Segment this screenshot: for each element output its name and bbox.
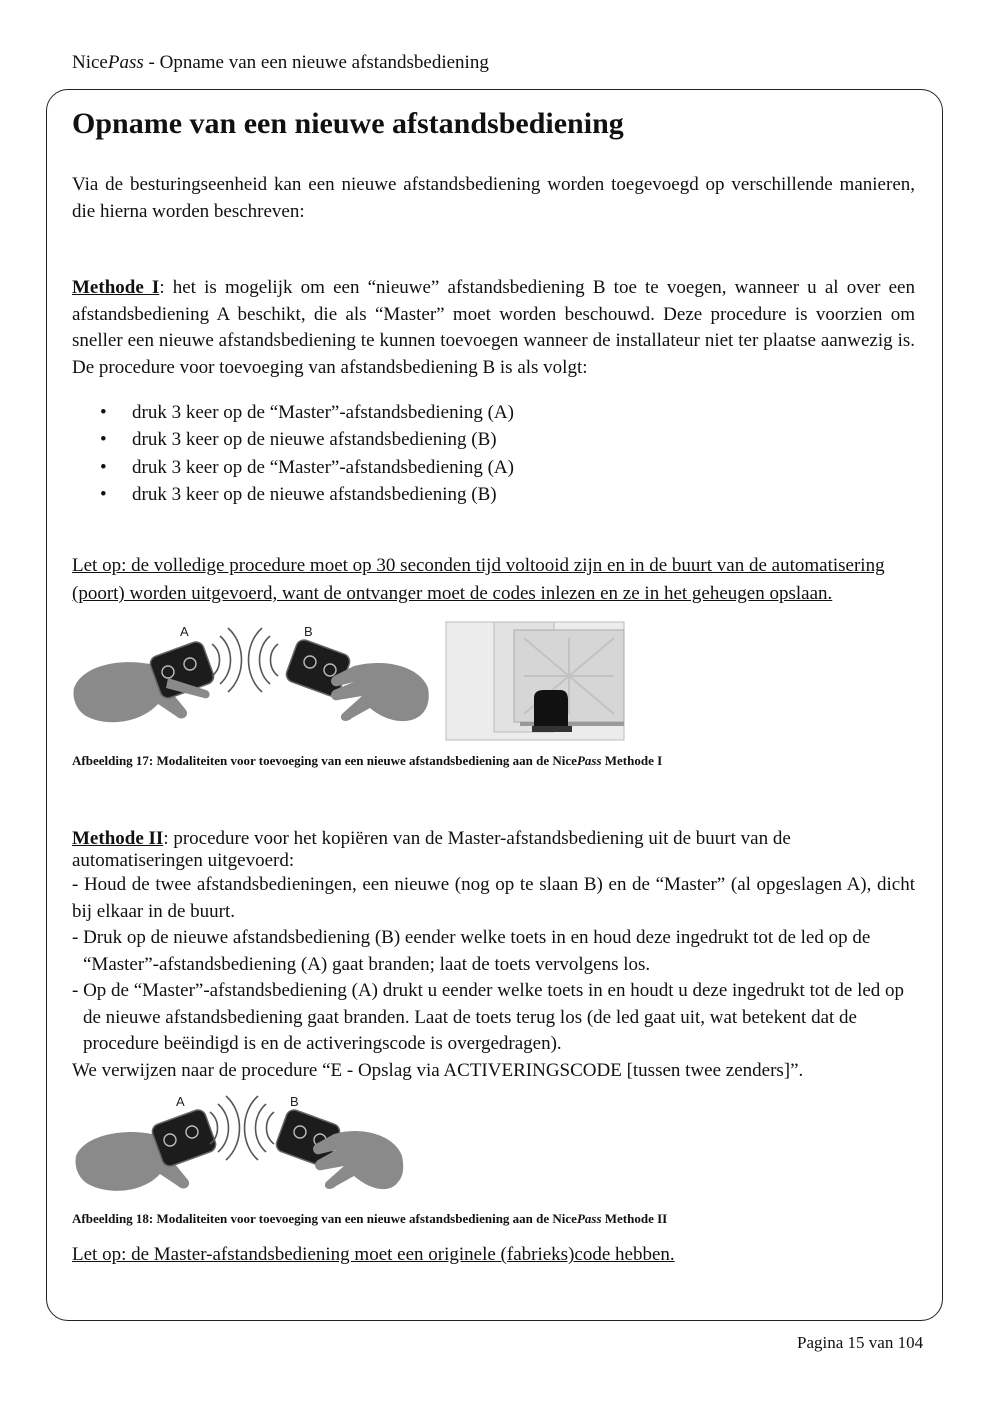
page-content [72, 104, 915, 1269]
method1-label: Methode I [72, 277, 160, 298]
running-header [72, 52, 489, 74]
header-title: - Opname van een nieuwe afstandsbediening [143, 52, 489, 73]
hand-remote-a-icon [76, 1108, 218, 1191]
caption-italic: Pass [576, 1211, 602, 1227]
figure-18 [72, 1090, 915, 1202]
figure-17-illustration [72, 618, 632, 744]
brand-italic: Pass [107, 52, 144, 73]
hand-remote-b-icon [274, 1108, 403, 1189]
section-heading: Opname van een nieuwe afstandsbediening [72, 107, 624, 140]
method1-steps [72, 399, 915, 508]
label-a: A [180, 624, 189, 640]
caption-text: Afbeelding 18: Modaliteiten voor toevoeging van een nieuwe afstandsbediening aan de Nice [72, 1211, 577, 1227]
list-item: • druk 3 keer op de “Master”-afstandsbediening (A) [100, 399, 915, 426]
hand-remote-a-icon [74, 640, 216, 722]
caption-italic: Pass [576, 753, 602, 769]
final-note: Let op: de Master-afstandsbediening moet een originele (fabrieks)code hebben. [72, 1244, 675, 1266]
hand-remote-b-icon [284, 638, 429, 721]
gate-automation-icon [446, 622, 624, 740]
method2-reference: We verwijzen naar de procedure “E - Opslag via ACTIVERINGSCODE [tussen twee zenders]”. [72, 1059, 804, 1081]
signal-waves-icon [210, 1096, 274, 1160]
list-item: • druk 3 keer op de nieuwe afstandsbediening (B) [100, 481, 915, 508]
method2-label: Methode II [72, 828, 164, 850]
method1-paragraph [72, 275, 915, 381]
signal-waves-icon [212, 628, 278, 692]
method2-block [72, 828, 915, 1084]
figure-18-caption [72, 1210, 915, 1228]
figure-17 [72, 618, 915, 744]
label-a: A [176, 1094, 185, 1110]
intro-paragraph: Via de besturingseenheid kan een nieuwe afstandsbediening worden toegevoegd op verschillende manieren, die hierna worden beschreven: [72, 174, 915, 222]
label-b: B [304, 624, 313, 640]
brand-prefix: Nice [72, 52, 108, 73]
method2-line-3: - Op de “Master”-afstandsbediening (A) drukt u eender welke toets in en houdt u deze ingedrukt tot de led op de nieuwe afstandsbediening gaat branden. Laat de toets terug los (de led gaat uit, wat betekent dat de procedure beëindigd is en de activeringscode is overgedragen). [72, 980, 905, 1055]
caption-suffix: Methode II [601, 1211, 668, 1227]
label-b: B [290, 1094, 299, 1110]
method2-paragraph [72, 828, 915, 872]
method2-line-2: - Druk op de nieuwe afstandsbediening (B) eender welke toets in en houd deze ingedrukt tot de led op de “Master”-afstandsbediening (A) gaat branden; laat de toets vervolgens los. [72, 927, 871, 975]
caption-suffix: Methode I [601, 753, 663, 769]
list-item: • druk 3 keer op de nieuwe afstandsbediening (B) [100, 426, 915, 453]
method2-text: : procedure voor het kopiëren van de Master-afstandsbediening uit de buurt van de automatiseringen uitgevoerd: [72, 828, 791, 872]
method2-line-1: - Houd de twee afstandsbedieningen, een nieuwe (nog op te slaan B) en de “Master” (al opgeslagen A), dicht bij elkaar in de buurt. [72, 874, 915, 922]
method1-text: : het is mogelijk om een “nieuwe” afstandsbediening B toe te voegen, wanneer u al over een afstandsbediening A beschikt, die als “Master” moet worden beschouwd. Deze procedure is voorzien om sneller een nieuwe afstandsbediening te kunnen toevoegen wanneer de installateur niet ter plaatse aanwezig is. De procedure voor toevoeging van afstandsbediening B is als volgt: [72, 277, 915, 378]
figure-17-caption [72, 752, 915, 770]
method1-note: Let op: de volledige procedure moet op 30 seconden tijd voltooid zijn en in de buurt van de automatisering (poort) worden uitgevoerd, want de ontvanger moet de codes inlezen en ze in het geheugen opslaan. [72, 555, 885, 605]
figure-18-illustration [72, 1090, 412, 1202]
caption-text: Afbeelding 17: Modaliteiten voor toevoeging van een nieuwe afstandsbediening aan de Nice [72, 753, 577, 769]
page-number: Pagina 15 van 104 [797, 1333, 924, 1352]
list-item: • druk 3 keer op de “Master”-afstandsbediening (A) [100, 454, 915, 481]
